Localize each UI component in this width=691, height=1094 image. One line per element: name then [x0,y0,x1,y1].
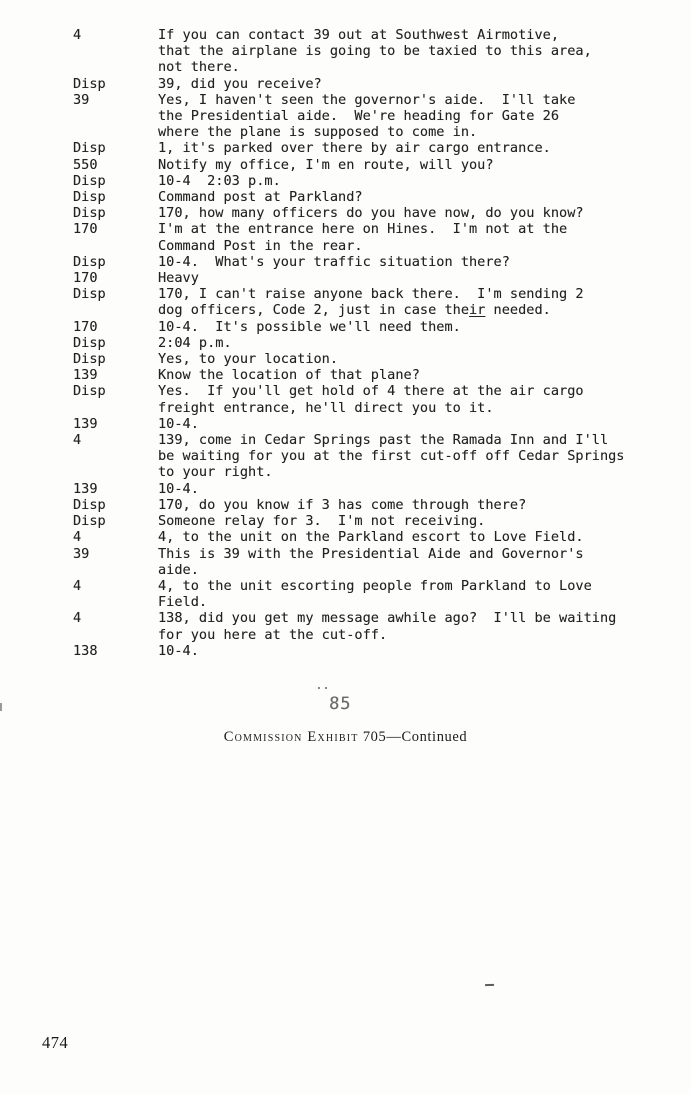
transcript-line [73,400,668,416]
transcript-line [73,643,668,659]
speaker-label: Disp [73,513,106,530]
transcript-line [73,254,668,270]
speaker-label: 170 [73,318,98,335]
message-text: where the plane is supposed to come in. [158,124,478,141]
transcript-line [73,546,668,562]
transcript-line [73,238,668,254]
transcript-line [73,335,668,351]
transcript-line [73,497,668,513]
radio-transcript [73,27,668,659]
speaker-label [73,627,158,643]
transcript-line [73,140,668,156]
transcript-line [73,270,668,286]
transcript-line [73,157,668,173]
speaker-label: Disp [73,189,106,206]
transcript-line [73,578,668,594]
message-text: to your right. [158,464,273,481]
speaker-label [73,302,158,318]
transcript-line [73,351,668,367]
transcript-line [73,189,668,205]
message-text: the Presidential aide. We're heading for Gate 26 [158,108,560,125]
transcript-line [73,383,668,399]
speaker-label: 170 [73,221,98,238]
transcript-line [73,610,668,626]
scan-speck-dots [318,687,332,691]
speaker-label: Disp [73,140,106,157]
speaker-label [73,464,158,480]
exhibit-caption [0,729,691,746]
message-text: dog officers, Code 2, just in case their needed. [158,302,551,319]
message-text: Field. [158,594,208,611]
speaker-label: 4 [73,27,82,43]
transcript-line [73,76,668,92]
message-text: This is 39 with the Presidential Aide and Governor's [158,545,584,562]
speaker-label [73,400,158,416]
message-text: 138, did you get my message awhile ago? I'll be waiting [158,610,617,627]
exhibit-caption-number: 705—Continued [362,729,468,745]
message-text: Command Post in the rear. [158,237,363,254]
message-text: that the airplane is going to be taxied to this area, [158,43,592,60]
speaker-label [73,108,158,124]
transcript-line [73,319,668,335]
transcript-line [73,173,668,189]
transcript-line [73,92,668,108]
message-text: for you here at the cut-off. [158,626,388,643]
message-text: 4, to the unit escorting people from Parkland to Love [158,577,592,594]
transcript-line [73,448,668,464]
transcript-line [73,594,668,610]
message-text: aide. [158,561,199,578]
message-text: 4, to the unit on the Parkland escort to Love Field. [158,529,584,546]
speaker-label: 138 [73,642,98,659]
message-text: Yes, to your location. [158,351,339,368]
speaker-label: Disp [73,383,106,400]
speaker-label: 139 [73,480,98,497]
speaker-label: Disp [73,172,106,189]
speaker-label: Disp [73,253,106,270]
message-text: 170, I can't raise anyone back there. I'm sending 2 [158,286,584,303]
message-text: Know the location of that plane? [158,367,420,384]
speaker-label [73,43,158,59]
speaker-label: 4 [73,529,82,546]
message-text: not there. [158,59,240,76]
message-text: Someone relay for 3. I'm not receiving. [158,513,486,530]
transcript-line [73,302,668,318]
message-text: 1, it's parked over there by air cargo entrance. [158,140,551,157]
transcript-line [73,221,668,237]
transcript-line [73,627,668,643]
speaker-label: Disp [73,496,106,513]
speaker-label: Disp [73,334,106,351]
message-text: Heavy [158,270,199,287]
message-text: freight entrance, he'll direct you to it. [158,399,494,416]
speaker-label: Disp [73,75,106,92]
transcript-line [73,562,668,578]
underlined-text: ir [469,302,486,319]
transcript-line [73,529,668,545]
exhibit-caption-smallcaps: Commission Exhibit [223,729,359,745]
transcript-line [73,43,668,59]
speaker-label: 4 [73,610,82,627]
message-text: be waiting for you at the first cut-off off Cedar Springs [158,448,625,465]
speaker-label: 550 [73,156,98,173]
message-text: 39, did you receive? [158,75,322,92]
speaker-label [73,124,158,140]
message-text: 170, how many officers do you have now, do you know? [158,205,584,222]
message-text: 10-4. [158,642,199,659]
speaker-label: 139 [73,415,98,432]
speaker-label: 4 [73,577,82,594]
speaker-label: 139 [73,367,98,384]
transcript-line [73,108,668,124]
message-text: 2:04 p.m. [158,334,232,351]
message-text: I'm at the entrance here on Hines. I'm not at the [158,221,568,238]
transcript-line [73,286,668,302]
speaker-label: 39 [73,545,90,562]
speaker-label [73,238,158,254]
scan-speck-lower-right [485,981,494,986]
speaker-label: 4 [73,432,82,449]
speaker-label: Disp [73,205,106,222]
transcript-line [73,416,668,432]
message-text: 139, come in Cedar Springs past the Ramada Inn and I'll [158,432,609,449]
speaker-label [73,448,158,464]
speaker-label: Disp [73,286,106,303]
message-text: Notify my office, I'm en route, will you? [158,156,494,173]
speaker-label: 39 [73,91,90,108]
transcript-line [73,367,668,383]
speaker-label: 170 [73,270,98,287]
transcript-line [73,205,668,221]
message-text: 10-4. It's possible we'll need them. [158,318,461,335]
message-text: Yes. If you'll get hold of 4 there at the air cargo [158,383,584,400]
speaker-label [73,562,158,578]
message-text: 10-4. [158,415,199,432]
message-text: 170, do you know if 3 has come through there? [158,496,527,513]
speaker-label: Disp [73,351,106,368]
message-text: If you can contact 39 out at Southwest Airmotive, [158,27,560,43]
transcript-line [73,124,668,140]
message-text: 10-4 2:03 p.m. [158,172,281,189]
faint-page-number: 85 [328,694,352,714]
transcript-line [73,513,668,529]
transcript-line [73,481,668,497]
speaker-label [73,594,158,610]
message-text: 10-4. What's your traffic situation there? [158,253,510,270]
transcript-line [73,464,668,480]
message-text: Yes, I haven't seen the governor's aide. I'll take [158,91,576,108]
message-text: 10-4. [158,480,199,497]
scan-speck-left-edge [0,703,2,711]
transcript-line [73,432,668,448]
transcript-line [73,59,668,75]
speaker-label [73,59,158,75]
folio-page-number: 474 [42,1033,69,1052]
transcript-line [73,27,668,43]
message-text: Command post at Parkland? [158,189,363,206]
